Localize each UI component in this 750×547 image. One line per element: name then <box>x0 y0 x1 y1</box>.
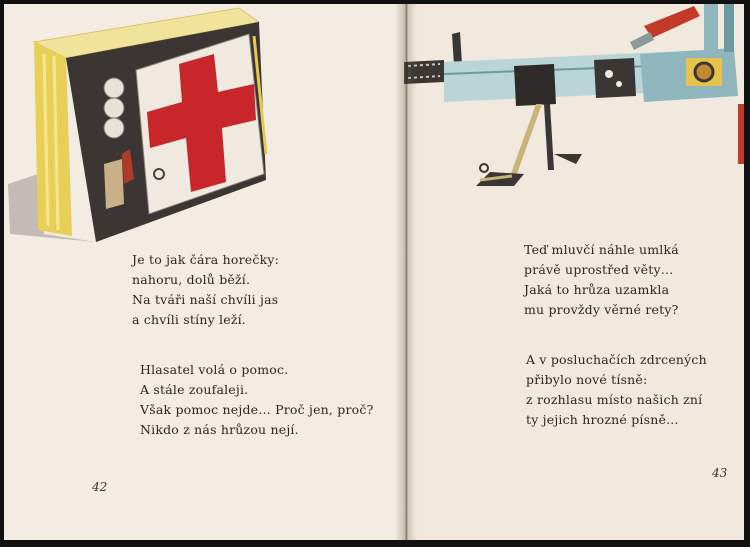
verse-line: Na tváři naší chvíli jas <box>132 292 279 307</box>
verse-line: Však pomoc nejde… Proč jen, proč? <box>140 402 374 417</box>
verse-line: A stále zoufaleji. <box>140 382 249 397</box>
verse-line: přibylo nové tísně: <box>526 372 648 387</box>
stanza-2 <box>526 350 707 430</box>
stanza-1 <box>524 240 679 320</box>
verse-line: A v posluchačích zdrcených <box>526 352 707 367</box>
stanza-1 <box>132 250 279 330</box>
book-gutter <box>395 4 417 540</box>
verse-line: a chvíli stíny leží. <box>132 312 246 327</box>
verse-line: právě uprostřed věty… <box>524 262 674 277</box>
verse-line: ty jejich hrozné písně… <box>526 412 679 427</box>
machine-gun-illustration <box>404 4 744 204</box>
stanza-2 <box>140 360 373 440</box>
page-number: 42 <box>92 480 108 494</box>
right-page <box>404 4 744 540</box>
verse-line: mu provždy věrné rety? <box>524 302 679 317</box>
verse-line: Jaká to hrůza uzamkla <box>524 282 670 297</box>
verse-line: nahoru, dolů běží. <box>132 272 251 287</box>
verse-line: Teď mluvčí náhle umlká <box>524 242 679 257</box>
verse-line: Je to jak čára horečky: <box>132 252 280 267</box>
verse-line: Nikdo z nás hrůzou nejí. <box>140 422 299 437</box>
left-page <box>4 4 405 540</box>
verse-line: Hlasatel volá o pomoc. <box>140 362 289 377</box>
verse-line: z rozhlasu místo našich zní <box>526 392 703 407</box>
page-number: 43 <box>712 466 728 480</box>
first-aid-cabinet-illustration <box>4 4 304 264</box>
